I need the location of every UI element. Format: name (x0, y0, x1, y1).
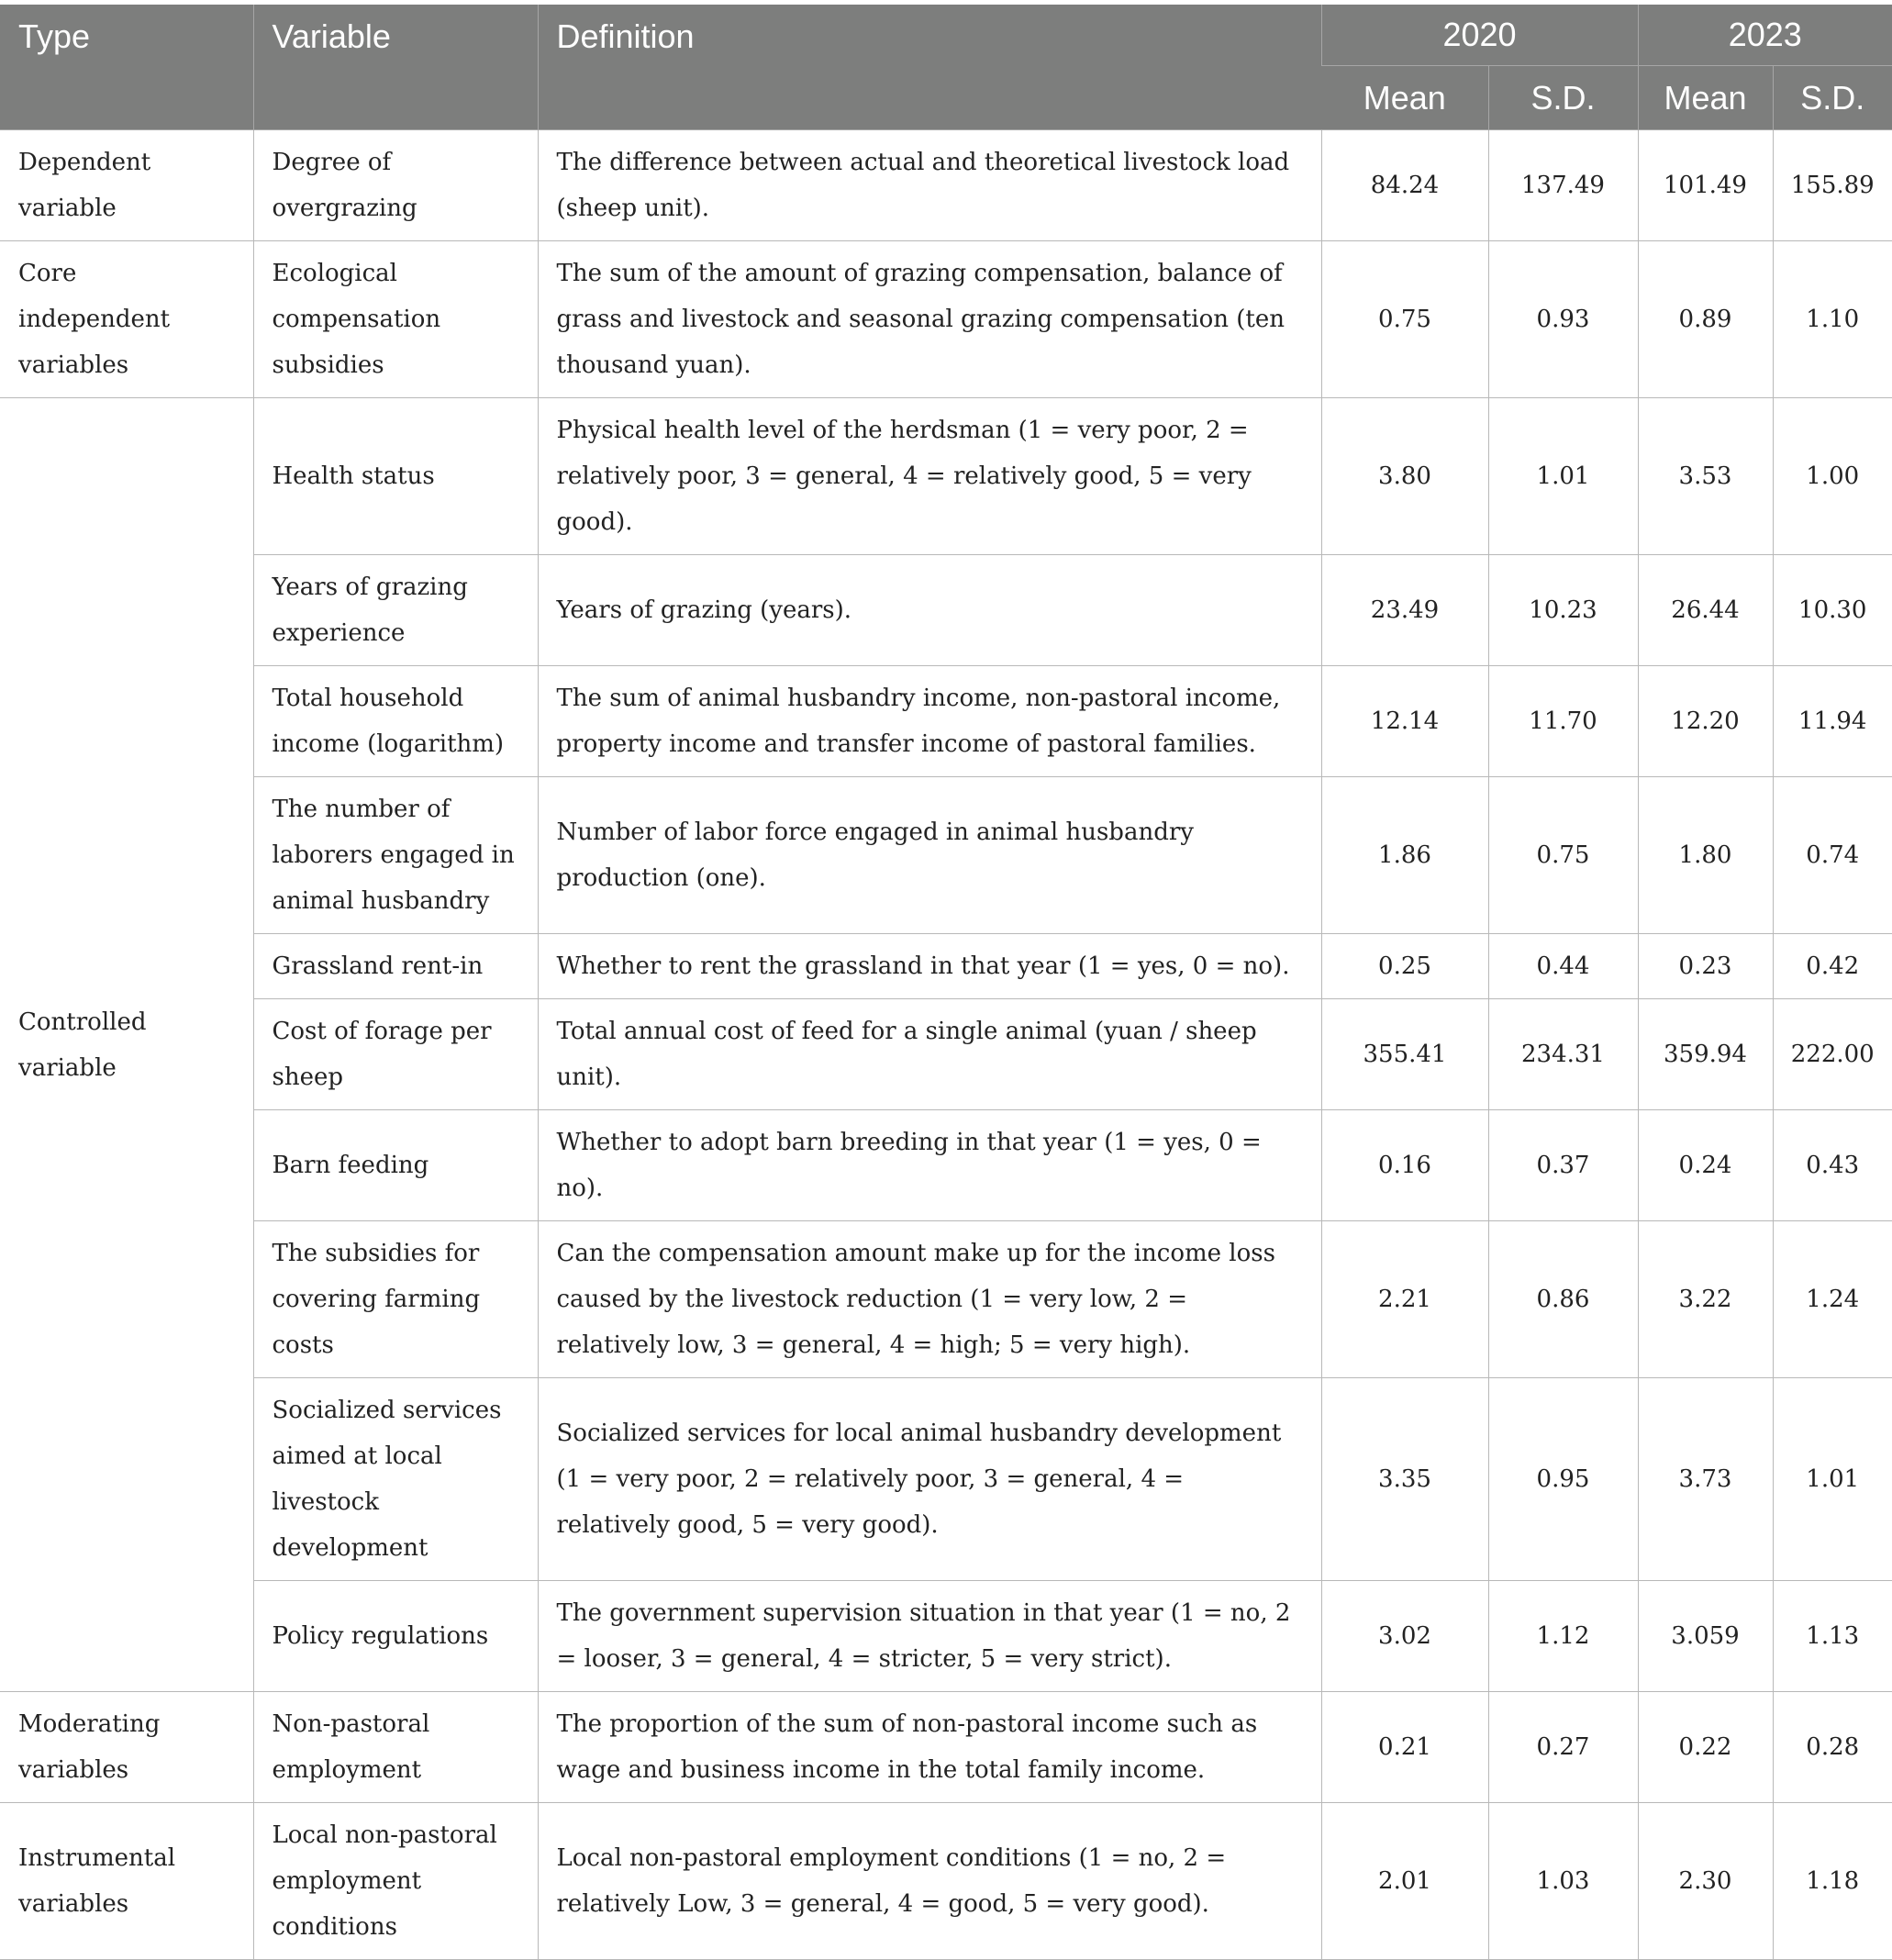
sd-2023-cell: 1.10 (1773, 241, 1892, 398)
variable-cell: Cost of forage per sheep (253, 999, 538, 1110)
table-row (0, 1692, 1892, 1803)
table-row (0, 1221, 1892, 1378)
mean-2023-cell: 3.059 (1638, 1581, 1773, 1692)
variables-table (0, 5, 1892, 1960)
definition-cell: Number of labor force engaged in animal husbandry production (one). (538, 777, 1321, 934)
sd-2023-cell: 155.89 (1773, 130, 1892, 241)
header-mean-2020: Mean (1321, 66, 1488, 130)
sd-2020-cell: 0.37 (1488, 1110, 1638, 1221)
type-cell: Instrumental variables (0, 1803, 253, 1960)
variable-cell: Grassland rent-in (253, 934, 538, 999)
mean-2023-cell: 0.24 (1638, 1110, 1773, 1221)
variable-cell: Degree of overgrazing (253, 130, 538, 241)
table-row (0, 555, 1892, 666)
type-cell: Moderating variables (0, 1692, 253, 1803)
table-row (0, 1110, 1892, 1221)
definition-cell: Socialized services for local animal husbandry development (1 = very poor, 2 = relatively poor, 3 = general, 4 = relatively good, 5 = very good). (538, 1378, 1321, 1581)
variable-cell: Barn feeding (253, 1110, 538, 1221)
definition-cell: The sum of the amount of grazing compensation, balance of grass and livestock and seasonal grazing compensation (ten thousand yuan). (538, 241, 1321, 398)
mean-2020-cell: 1.86 (1321, 777, 1488, 934)
mean-2023-cell: 0.89 (1638, 241, 1773, 398)
table-body (0, 130, 1892, 1960)
variable-cell: Health status (253, 398, 538, 555)
type-cell: Dependent variable (0, 130, 253, 241)
header-sd-2020: S.D. (1488, 66, 1638, 130)
sd-2023-cell: 0.42 (1773, 934, 1892, 999)
mean-2020-cell: 0.21 (1321, 1692, 1488, 1803)
table-row (0, 1581, 1892, 1692)
sd-2020-cell: 1.01 (1488, 398, 1638, 555)
sd-2023-cell: 0.74 (1773, 777, 1892, 934)
mean-2023-cell: 0.23 (1638, 934, 1773, 999)
table-row (0, 999, 1892, 1110)
type-cell: Core independent variables (0, 241, 253, 398)
type-cell: Controlled variable (0, 398, 253, 1692)
sd-2020-cell: 11.70 (1488, 666, 1638, 777)
sd-2020-cell: 1.03 (1488, 1803, 1638, 1960)
table-row (0, 130, 1892, 241)
mean-2023-cell: 12.20 (1638, 666, 1773, 777)
table-row (0, 398, 1892, 555)
mean-2023-cell: 359.94 (1638, 999, 1773, 1110)
header-mean-2023: Mean (1638, 66, 1773, 130)
definition-cell: Physical health level of the herdsman (1 = very poor, 2 = relatively poor, 3 = general, 4 = relatively good, 5 = very good). (538, 398, 1321, 555)
table-row (0, 934, 1892, 999)
header-year-2023: 2023 (1638, 5, 1892, 66)
variable-cell: Policy regulations (253, 1581, 538, 1692)
mean-2023-cell: 2.30 (1638, 1803, 1773, 1960)
definition-cell: Whether to adopt barn breeding in that year (1 = yes, 0 = no). (538, 1110, 1321, 1221)
definition-cell: Local non-pastoral employment conditions (1 = no, 2 = relatively Low, 3 = general, 4 = good, 5 = very good). (538, 1803, 1321, 1960)
mean-2023-cell: 3.53 (1638, 398, 1773, 555)
mean-2020-cell: 355.41 (1321, 999, 1488, 1110)
mean-2020-cell: 23.49 (1321, 555, 1488, 666)
variable-cell: Years of grazing experience (253, 555, 538, 666)
variable-cell: Socialized services aimed at local livestock development (253, 1378, 538, 1581)
header-variable: Variable (253, 5, 538, 130)
sd-2023-cell: 1.18 (1773, 1803, 1892, 1960)
sd-2023-cell: 11.94 (1773, 666, 1892, 777)
definition-cell: The government supervision situation in that year (1 = no, 2 = looser, 3 = general, 4 = stricter, 5 = very strict). (538, 1581, 1321, 1692)
table-row (0, 777, 1892, 934)
variable-cell: The number of laborers engaged in animal husbandry (253, 777, 538, 934)
variable-cell: Total household income (logarithm) (253, 666, 538, 777)
table-row (0, 1803, 1892, 1960)
mean-2020-cell: 2.01 (1321, 1803, 1488, 1960)
header-year-2020: 2020 (1321, 5, 1638, 66)
sd-2020-cell: 10.23 (1488, 555, 1638, 666)
mean-2023-cell: 3.22 (1638, 1221, 1773, 1378)
sd-2020-cell: 234.31 (1488, 999, 1638, 1110)
variable-cell: Ecological compensation subsidies (253, 241, 538, 398)
mean-2020-cell: 0.16 (1321, 1110, 1488, 1221)
sd-2023-cell: 1.24 (1773, 1221, 1892, 1378)
mean-2020-cell: 12.14 (1321, 666, 1488, 777)
definition-cell: The sum of animal husbandry income, non-pastoral income, property income and transfer income of pastoral families. (538, 666, 1321, 777)
definition-cell: The proportion of the sum of non-pastoral income such as wage and business income in the total family income. (538, 1692, 1321, 1803)
definition-cell: Years of grazing (years). (538, 555, 1321, 666)
variable-cell: Non-pastoral employment (253, 1692, 538, 1803)
sd-2020-cell: 0.93 (1488, 241, 1638, 398)
table-row (0, 241, 1892, 398)
mean-2023-cell: 0.22 (1638, 1692, 1773, 1803)
variable-cell: Local non-pastoral employment conditions (253, 1803, 538, 1960)
table-row (0, 666, 1892, 777)
sd-2023-cell: 222.00 (1773, 999, 1892, 1110)
mean-2020-cell: 3.02 (1321, 1581, 1488, 1692)
definition-cell: The difference between actual and theoretical livestock load (sheep unit). (538, 130, 1321, 241)
mean-2023-cell: 101.49 (1638, 130, 1773, 241)
definition-cell: Total annual cost of feed for a single animal (yuan / sheep unit). (538, 999, 1321, 1110)
table-header (0, 5, 1892, 130)
mean-2020-cell: 0.25 (1321, 934, 1488, 999)
definition-cell: Whether to rent the grassland in that year (1 = yes, 0 = no). (538, 934, 1321, 999)
sd-2020-cell: 1.12 (1488, 1581, 1638, 1692)
sd-2023-cell: 0.43 (1773, 1110, 1892, 1221)
definition-cell: Can the compensation amount make up for the income loss caused by the livestock reduction (1 = very low, 2 = relatively low, 3 = general, 4 = high; 5 = very high). (538, 1221, 1321, 1378)
mean-2020-cell: 0.75 (1321, 241, 1488, 398)
sd-2020-cell: 137.49 (1488, 130, 1638, 241)
mean-2023-cell: 26.44 (1638, 555, 1773, 666)
mean-2020-cell: 3.80 (1321, 398, 1488, 555)
sd-2023-cell: 0.28 (1773, 1692, 1892, 1803)
sd-2020-cell: 0.27 (1488, 1692, 1638, 1803)
mean-2023-cell: 3.73 (1638, 1378, 1773, 1581)
header-sd-2023: S.D. (1773, 66, 1892, 130)
sd-2023-cell: 1.00 (1773, 398, 1892, 555)
sd-2023-cell: 1.13 (1773, 1581, 1892, 1692)
variable-cell: The subsidies for covering farming costs (253, 1221, 538, 1378)
sd-2020-cell: 0.95 (1488, 1378, 1638, 1581)
mean-2023-cell: 1.80 (1638, 777, 1773, 934)
mean-2020-cell: 84.24 (1321, 130, 1488, 241)
sd-2020-cell: 0.44 (1488, 934, 1638, 999)
mean-2020-cell: 2.21 (1321, 1221, 1488, 1378)
sd-2020-cell: 0.75 (1488, 777, 1638, 934)
header-type: Type (0, 5, 253, 130)
header-definition: Definition (538, 5, 1321, 130)
mean-2020-cell: 3.35 (1321, 1378, 1488, 1581)
sd-2023-cell: 1.01 (1773, 1378, 1892, 1581)
sd-2023-cell: 10.30 (1773, 555, 1892, 666)
table-row (0, 1378, 1892, 1581)
sd-2020-cell: 0.86 (1488, 1221, 1638, 1378)
